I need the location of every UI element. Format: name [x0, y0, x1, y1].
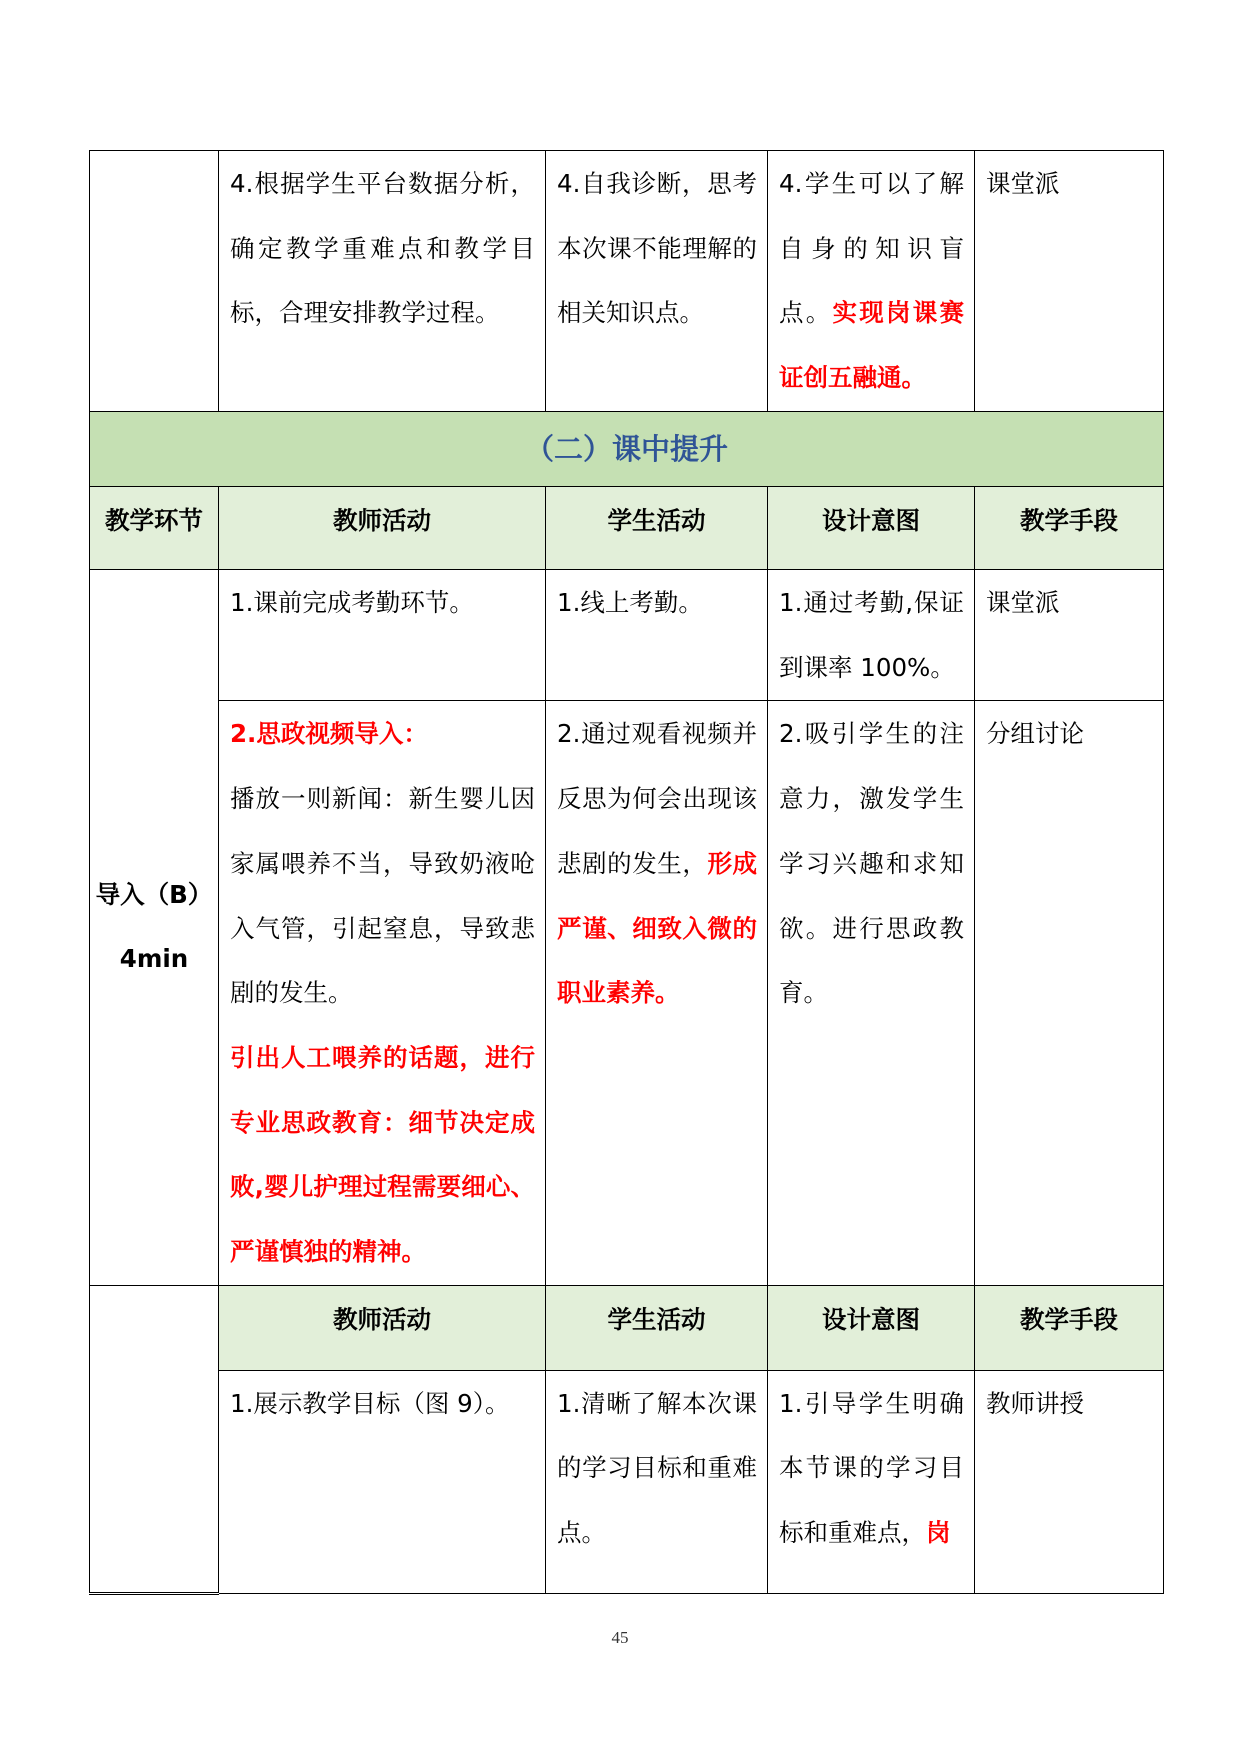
design-intent-cell	[768, 701, 975, 1285]
teacher-activity-cell	[219, 151, 546, 412]
table-header-row	[90, 1285, 1164, 1370]
header-teacher-activity: 教师活动	[219, 1285, 546, 1370]
header-teaching-means: 教学手段	[975, 1285, 1164, 1370]
stage-intro-cell	[90, 570, 219, 1286]
header-student-activity: 学生活动	[546, 1285, 768, 1370]
stage-cell-empty	[90, 1285, 219, 1593]
teacher-activity-emphasis: 引出人工喂养的话题，进行专业思政教育：细节决定成败,婴儿护理过程需要细心、严谨慎独的精神。	[230, 1042, 535, 1267]
design-intent-paragraph	[779, 1372, 964, 1566]
section-title: （二）课中提升	[90, 412, 1164, 487]
teacher-activity-heading: 2.思政视频导入：	[230, 719, 428, 749]
design-intent-text: 1.引导学生明确本节课的学习目标和重难点，	[779, 1388, 964, 1548]
teacher-activity-text: 播放一则新闻：新生婴儿因家属喂养不当，导致奶液呛入气管，引起窒息，导致悲剧的发生。	[230, 784, 535, 1008]
header-teacher-activity: 教师活动	[219, 487, 546, 570]
header-design-intent: 设计意图	[768, 1285, 975, 1370]
teacher-activity-cell	[219, 701, 546, 1285]
header-student-activity: 学生活动	[546, 487, 768, 570]
table-row	[90, 570, 1164, 701]
design-intent-cell	[768, 570, 975, 701]
design-intent-paragraph	[779, 152, 964, 411]
design-intent-cell	[768, 151, 975, 412]
design-intent-text: 4.学生可以了解自身的知识盲点。	[779, 169, 964, 328]
student-activity-emphasis: 形成严谨、细致入微的职业素养。	[557, 848, 758, 1008]
student-activity-text: 1.清晰了解本次课的学习目标和重难点。	[557, 1388, 757, 1548]
table-row	[90, 1370, 1164, 1593]
design-intent-emphasis: 实现岗课赛证创五融通。	[779, 298, 964, 393]
teaching-means-cell	[975, 570, 1164, 701]
student-activity-cell	[546, 151, 768, 412]
teaching-means-cell	[975, 1370, 1164, 1593]
teaching-means-cell	[975, 701, 1164, 1285]
header-stage: 教学环节	[90, 487, 219, 570]
table-header-row	[90, 487, 1164, 570]
stage-cell-empty	[90, 151, 219, 412]
student-activity-text: 2.通过观看视频并反思为何会出现该悲剧的发生，	[557, 719, 757, 878]
design-intent-text: 1.通过考勤,保证到课率 100%。	[779, 588, 964, 682]
teacher-activity-text: 1.课前完成考勤环节。	[230, 588, 474, 617]
design-intent-emphasis: 岗	[926, 1518, 951, 1548]
teaching-means-text: 教师讲授	[986, 1388, 1084, 1418]
design-intent-text: 2.吸引学生的注意力，激发学生学习兴趣和求知欲。进行思政教育。	[779, 719, 964, 1008]
student-activity-cell	[546, 701, 768, 1285]
section-row	[90, 412, 1164, 487]
continued-activity-row	[90, 151, 1164, 412]
teaching-means-text: 课堂派	[986, 169, 1060, 198]
teaching-means-text: 分组讨论	[986, 719, 1084, 749]
teaching-means-cell	[975, 151, 1164, 412]
stage-name: 导入（B）	[95, 879, 213, 909]
lesson-plan-table	[89, 150, 1164, 1595]
teacher-activity-cell	[219, 570, 546, 701]
student-activity-paragraph	[557, 702, 757, 1026]
teacher-activity-text: 4.根据学生平台数据分析，确定教学重难点和教学目标，合理安排教学过程。	[230, 169, 535, 328]
student-activity-cell	[546, 570, 768, 701]
teaching-means-text: 课堂派	[986, 588, 1060, 617]
teacher-activity-text: 1.展示教学目标（图 9）。	[230, 1388, 510, 1418]
header-teaching-means: 教学手段	[975, 487, 1164, 570]
header-design-intent: 设计意图	[768, 487, 975, 570]
student-activity-text: 1.线上考勤。	[557, 588, 703, 617]
page-number: 45	[611, 1628, 629, 1647]
student-activity-cell	[546, 1370, 768, 1593]
teacher-activity-cell	[219, 1370, 546, 1593]
student-activity-text: 4.自我诊断，思考本次课不能理解的相关知识点。	[557, 169, 757, 328]
design-intent-cell	[768, 1370, 975, 1593]
stage-duration: 4min	[119, 944, 189, 974]
table-row	[90, 701, 1164, 1285]
